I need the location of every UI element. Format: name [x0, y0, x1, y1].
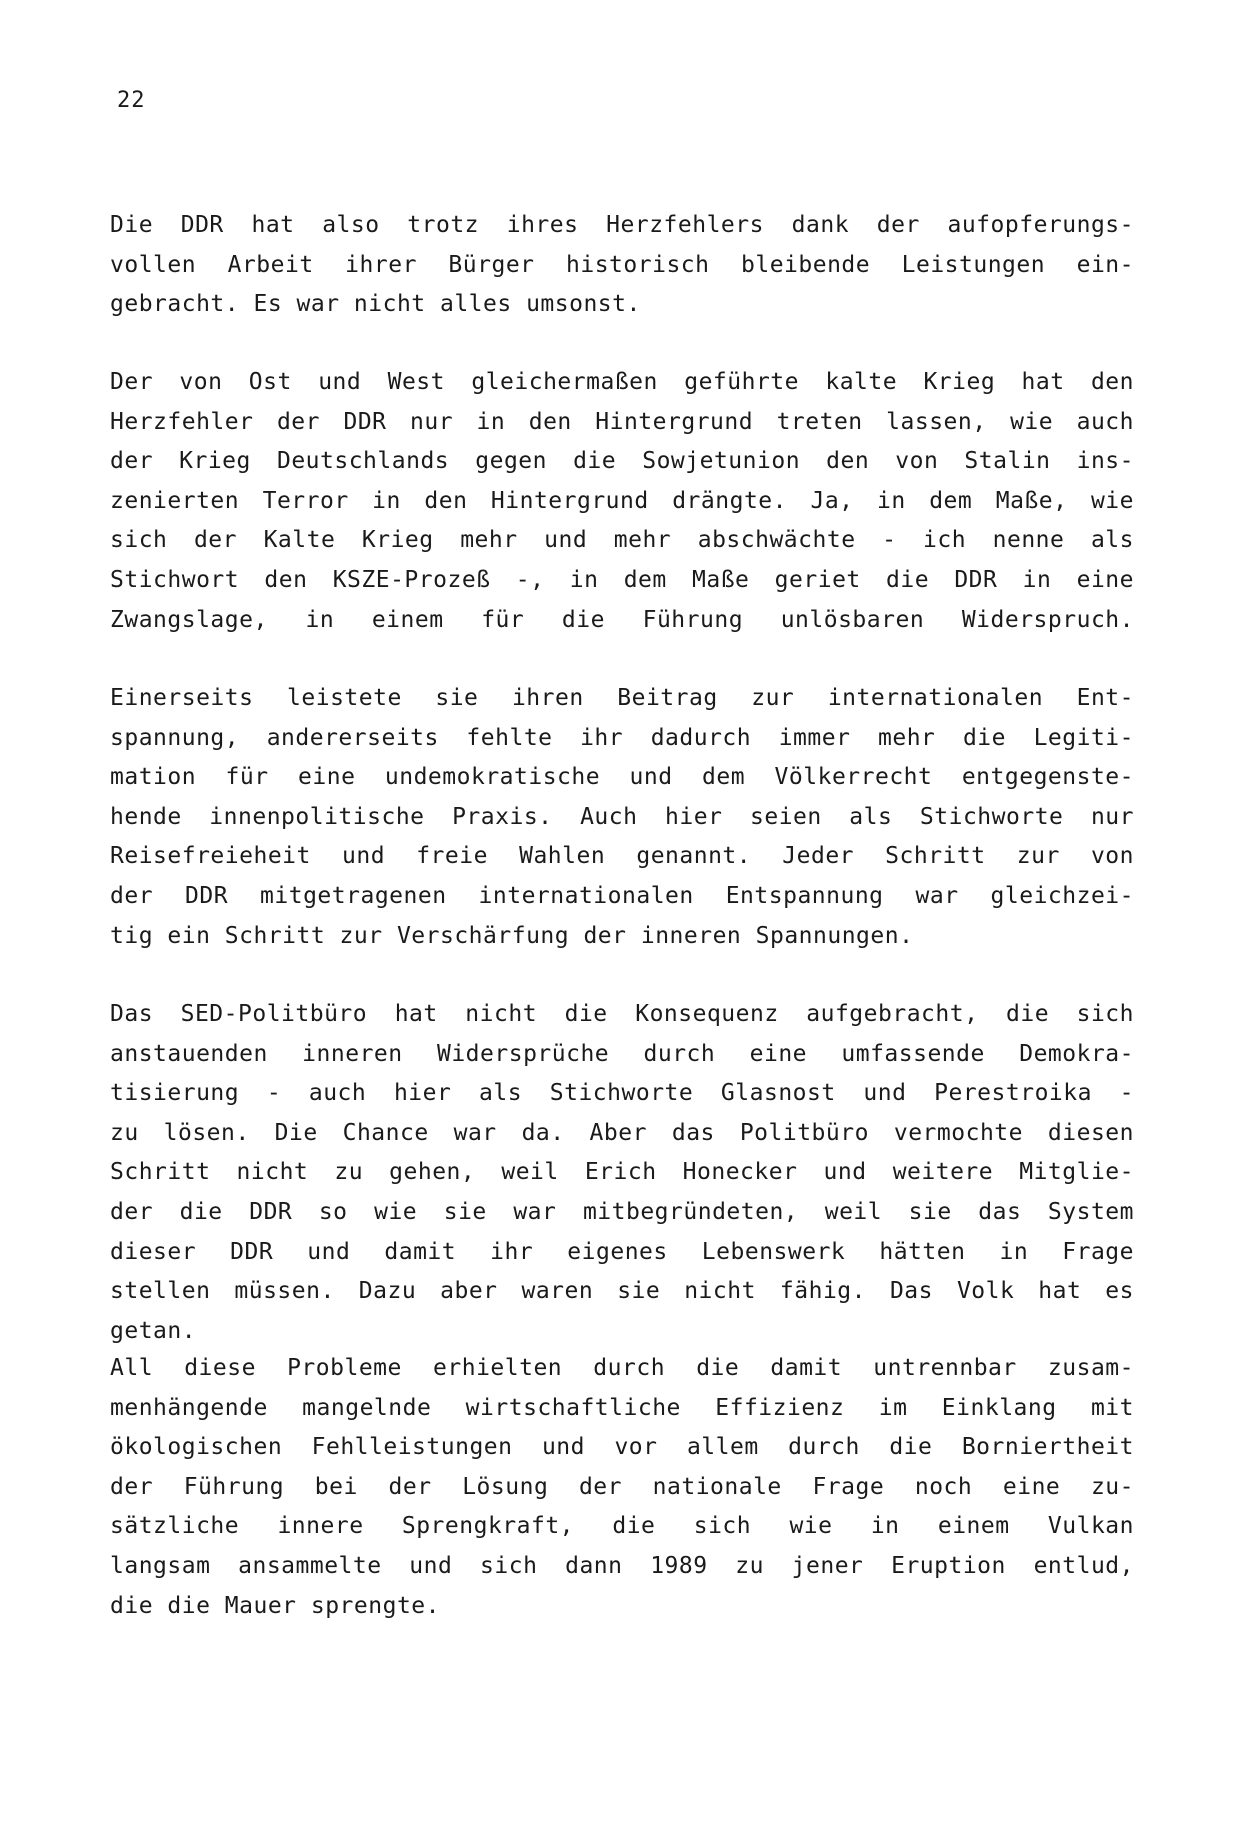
text-line: der Führung bei der Lösung der nationale Frage noch eine zu-	[110, 1473, 1134, 1500]
text-line: gebracht. Es war nicht alles umsonst.	[110, 291, 641, 318]
text-line: menhängende mangelnde wirtschaftliche Effizienz im Einklang mit	[110, 1394, 1134, 1421]
text-line: spannung, andererseits fehlte ihr dadurch immer mehr die Legiti-	[110, 724, 1134, 751]
text-line: sätzliche innere Sprengkraft, die sich wie in einem Vulkan	[110, 1513, 1134, 1540]
paragraph-2	[110, 363, 1134, 640]
text-line: ökologischen Fehlleistungen und vor allem durch die Borniertheit	[110, 1434, 1134, 1461]
text-line: langsam ansammelte und sich dann 1989 zu jener Eruption entlud,	[110, 1552, 1134, 1579]
text-line: Zwangslage, in einem für die Führung unlösbaren Widerspruch.	[110, 606, 1134, 633]
text-line: vollen Arbeit ihrer Bürger historisch bleibende Leistungen ein-	[110, 251, 1134, 278]
text-line: zu lösen. Die Chance war da. Aber das Politbüro vermochte diesen	[110, 1119, 1134, 1146]
text-line: Reisefreieheit und freie Wahlen genannt. Jeder Schritt zur von	[110, 843, 1134, 870]
text-line: die die Mauer sprengte.	[110, 1592, 440, 1619]
paragraph-1	[110, 206, 1134, 325]
text-line: mation für eine undemokratische und dem Völkerrecht entgegenste-	[110, 764, 1134, 791]
paragraph-5	[110, 1349, 1134, 1626]
text-line: Schritt nicht zu gehen, weil Erich Honecker und weitere Mitglie-	[110, 1159, 1134, 1186]
text-line: der DDR mitgetragenen internationalen Entspannung war gleichzei-	[110, 882, 1134, 909]
text-line: getan.	[110, 1317, 197, 1344]
text-line: hende innenpolitische Praxis. Auch hier seien als Stichworte nur	[110, 803, 1134, 830]
paragraph-4	[110, 995, 1134, 1351]
text-line: sich der Kalte Krieg mehr und mehr abschwächte - ich nenne als	[110, 527, 1134, 554]
text-line: der Krieg Deutschlands gegen die Sowjetunion den von Stalin ins-	[110, 448, 1134, 475]
text-line: zenierten Terror in den Hintergrund drängte. Ja, in dem Maße, wie	[110, 487, 1134, 514]
text-line: Das SED-Politbüro hat nicht die Konsequenz aufgebracht, die sich	[110, 1001, 1134, 1027]
text-line: stellen müssen. Dazu aber waren sie nicht fähig. Das Volk hat es	[110, 1278, 1134, 1305]
text-line: anstauenden inneren Widersprüche durch eine umfassende Demokra-	[110, 1040, 1134, 1067]
text-line: Herzfehler der DDR nur in den Hintergrund treten lassen, wie auch	[110, 408, 1134, 435]
paragraph-3	[110, 679, 1134, 956]
text-line: tisierung - auch hier als Stichworte Glasnost und Perestroika -	[110, 1080, 1134, 1107]
text-line: All diese Probleme erhielten durch die damit untrennbar zusam-	[110, 1355, 1134, 1381]
text-line: Der von Ost und West gleichermaßen geführte kalte Krieg hat den	[110, 369, 1134, 395]
text-line: Die DDR hat also trotz ihres Herzfehlers dank der aufopferungs-	[110, 212, 1134, 238]
text-line: der die DDR so wie sie war mitbegründeten, weil sie das System	[110, 1198, 1134, 1225]
page-number: 22	[117, 88, 146, 113]
text-line: Einerseits leistete sie ihren Beitrag zur internationalen Ent-	[110, 685, 1134, 711]
text-line: tig ein Schritt zur Verschärfung der inneren Spannungen.	[110, 922, 914, 949]
text-line: dieser DDR und damit ihr eigenes Lebenswerk hätten in Frage	[110, 1238, 1134, 1265]
text-line: Stichwort den KSZE-Prozeß -, in dem Maße geriet die DDR in eine	[110, 566, 1134, 593]
